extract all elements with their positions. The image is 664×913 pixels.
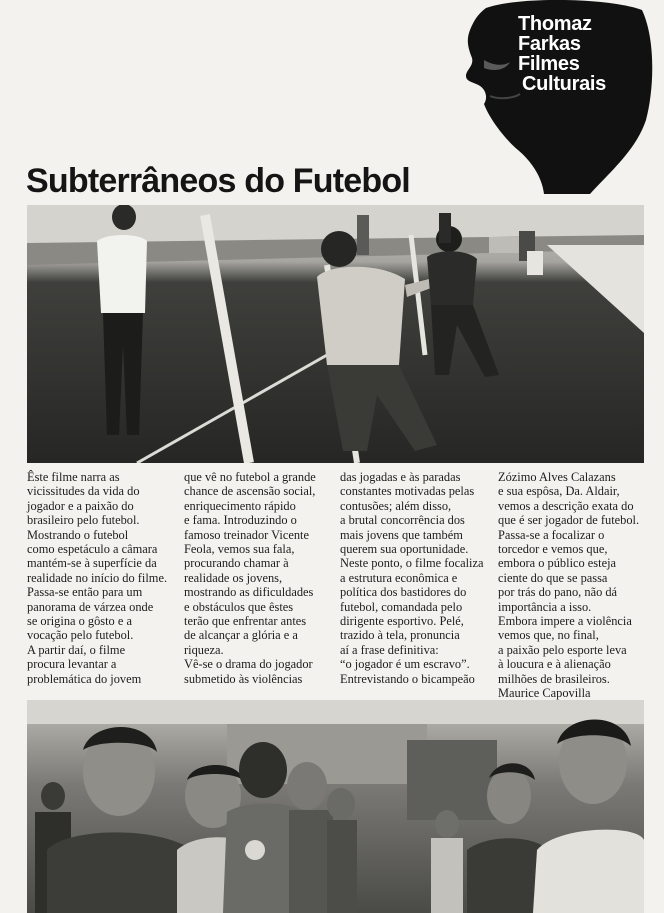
- column-1-line: realidade no início do filme.: [27, 570, 168, 585]
- column-2-line: e obstáculos que êstes: [184, 599, 294, 614]
- logo-line-1: Thomaz: [518, 13, 592, 35]
- text-column-1: [27, 470, 175, 686]
- column-3-line: contusões; além disso,: [340, 498, 452, 513]
- column-2-line: riqueza.: [184, 642, 224, 657]
- column-4-line: Passa-se a focalizar o: [498, 527, 605, 542]
- author-byline: Maurice Capovilla: [498, 686, 591, 701]
- column-3-line: constantes motivadas pelas: [340, 484, 475, 499]
- column-4-line: importância a isso.: [498, 599, 592, 614]
- column-4-line: por trás do pano, não dá: [498, 585, 618, 600]
- column-2-line: submetido às violências: [184, 671, 303, 686]
- column-1-line: panorama de várzea onde: [27, 599, 154, 614]
- column-4-line: milhões de brasileiros.: [498, 671, 610, 686]
- column-2-line: de alcançar a glória e a: [184, 628, 298, 643]
- column-1-line: mantém-se à superfície da: [27, 556, 157, 571]
- column-4-line: embora o público esteja: [498, 556, 617, 571]
- soccer-field-photo-icon: [27, 205, 644, 463]
- column-3-line: mais jovens que também: [340, 527, 463, 542]
- column-1-line: brasileiro pelo futebol.: [27, 513, 140, 528]
- column-2-line: realidade os jovens,: [184, 570, 283, 585]
- column-4-line: ciente do que se passa: [498, 570, 608, 585]
- column-2-line: enriquecimento rápido: [184, 498, 296, 513]
- column-4-line: torcedor e vemos que,: [498, 542, 608, 557]
- column-1-line: A partir daí, o filme: [27, 642, 126, 657]
- logo-wordmark: [518, 14, 606, 94]
- column-1-line: vocação pelo futebol.: [27, 628, 134, 643]
- column-3-line: futebol, comandada pelo: [340, 599, 463, 614]
- column-4-line: à loucura e à alienação: [498, 657, 611, 672]
- column-2-line: mostrando as dificuldades: [184, 585, 314, 600]
- column-3-line: dirigente esportivo. Pelé,: [340, 614, 464, 629]
- column-1-line: jogador e a paixão do: [27, 498, 134, 513]
- logo-line-3: Filmes: [518, 53, 580, 75]
- column-3-line: trazido à tela, pronuncia: [340, 628, 460, 643]
- column-4-line: vemos a descrição exata do: [498, 498, 634, 513]
- column-3-line: a brutal concorrência dos: [340, 513, 465, 528]
- column-1-line: vicissitudes da vida do: [27, 484, 140, 499]
- column-3-line: a estrutura econômica e: [340, 570, 458, 585]
- column-4-line: Embora impere a violência: [498, 614, 632, 629]
- column-3-line: das jogadas e às paradas: [340, 470, 461, 484]
- column-3-line: política dos bastidores do: [340, 585, 467, 600]
- text-column-4: [498, 470, 646, 701]
- column-2-line: terão que enfrentar antes: [184, 614, 307, 629]
- column-3-line: Neste ponto, o filme focaliza: [340, 556, 484, 571]
- column-3-line: “o jogador é um escravo”.: [340, 657, 470, 672]
- bottom-photo: [27, 700, 644, 913]
- column-4-line: vemos que, no final,: [498, 628, 599, 643]
- thomaz-farkas-logo: [460, 0, 656, 196]
- column-2-line: e fama. Introduzindo o: [184, 513, 297, 528]
- players-lineup-photo-icon: [27, 700, 644, 913]
- column-3-line: aí a frase definitiva:: [340, 642, 439, 657]
- column-2-line: Vê-se o drama do jogador: [184, 657, 313, 672]
- top-photo: [27, 205, 644, 463]
- column-2-line: Feola, vemos sua fala,: [184, 542, 295, 557]
- column-4-line: que é ser jogador de futebol.: [498, 513, 640, 528]
- column-3-line: Entrevistando o bicampeão: [340, 671, 475, 686]
- column-3-line: querem sua oportunidade.: [340, 542, 469, 557]
- column-1-line: Passa-se então para um: [27, 585, 143, 600]
- text-column-2: [184, 470, 332, 686]
- column-1-line: Mostrando o futebol: [27, 527, 129, 542]
- text-column-3: [340, 470, 488, 686]
- column-2-line: que vê no futebol a grande: [184, 470, 316, 484]
- column-1-line: problemática do jovem: [27, 671, 142, 686]
- logo-line-4: Culturais: [522, 73, 606, 95]
- column-4-line: Zózimo Alves Calazans: [498, 470, 616, 484]
- column-2-line: famoso treinador Vicente: [184, 527, 309, 542]
- column-1-line: se origina o gôsto e a: [27, 614, 132, 629]
- column-4-line: a paixão pelo esporte leva: [498, 642, 627, 657]
- article-title: Subterrâneos do Futebol: [26, 162, 410, 200]
- column-1-line: procura levantar a: [27, 657, 117, 672]
- column-4-line: e sua espôsa, Da. Aldair,: [498, 484, 620, 499]
- column-1-line: Êste filme narra as: [27, 470, 120, 484]
- logo-line-2: Farkas: [518, 33, 581, 55]
- column-2-line: procurando chamar à: [184, 556, 289, 571]
- column-1-line: como espetáculo a câmara: [27, 542, 158, 557]
- column-2-line: chance de ascensão social,: [184, 484, 316, 499]
